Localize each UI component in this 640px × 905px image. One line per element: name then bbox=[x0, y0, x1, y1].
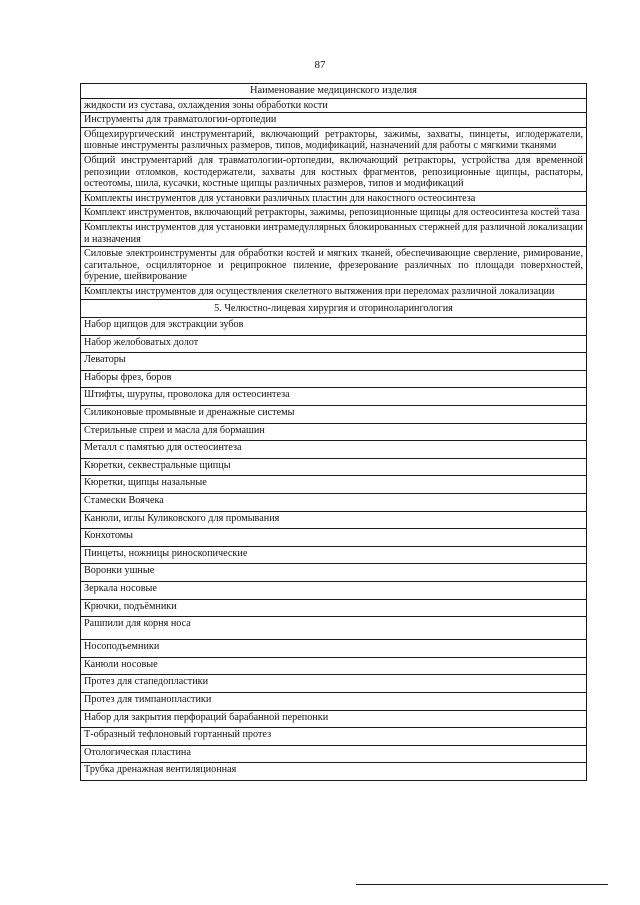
list-item: Стамески Воячека bbox=[81, 494, 587, 512]
list-item: Конхотомы bbox=[81, 529, 587, 547]
section-title: 5. Челюстно-лицевая хирургия и оториноларингология bbox=[81, 299, 587, 318]
table-row: жидкости из сустава, охлаждения зоны обработки кости bbox=[81, 98, 587, 113]
list-item: Канюли носовые bbox=[81, 657, 587, 675]
table-row: Общий инструментарий для травматологии-ортопедии, включающий ретракторы, устройства для временной репозиции отломков, костодержатели, захваты для костных фрагментов, репозиционные щипцы, распаторы, остеотомы, шила, кусачки, костные щипцы различных размеров, типов и модификаций bbox=[81, 153, 587, 191]
list-item: Носоподъемники bbox=[81, 640, 587, 658]
list-item: Зеркала носовые bbox=[81, 582, 587, 600]
list-item: Пинцеты, ножницы риноскопические bbox=[81, 546, 587, 564]
list-item: Стерильные спреи и масла для бормашин bbox=[81, 423, 587, 441]
medical-devices-table bbox=[80, 83, 587, 781]
list-item: Металл с памятью для остеосинтеза bbox=[81, 441, 587, 459]
footer-rule bbox=[356, 884, 608, 885]
list-item: Леваторы bbox=[81, 353, 587, 371]
list-item: Протез для тимпанопластики bbox=[81, 692, 587, 710]
list-item: Воронки ушные bbox=[81, 564, 587, 582]
list-item: Канюли, иглы Куликовского для промывания bbox=[81, 511, 587, 529]
table-row: Комплект инструментов, включающий ретракторы, зажимы, репозиционные щипцы для остеосинтеза костей таза bbox=[81, 206, 587, 221]
list-item: Кюретки, секвестральные щипцы bbox=[81, 458, 587, 476]
list-item: Набор желобоватых долот bbox=[81, 335, 587, 353]
list-item: Протез для стапедопластики bbox=[81, 675, 587, 693]
list-item: Наборы фрез, боров bbox=[81, 370, 587, 388]
table-row: Силовые электроинструменты для обработки костей и мягких тканей, обеспечивающие сверление, римирование, сагитальное, осцилляторное и реципрокное пиление, фрезерование различных по площади поверхностей, бурение, шейвирование bbox=[81, 247, 587, 285]
list-item: Т-образный тефлоновый гортанный протез bbox=[81, 728, 587, 746]
table-row: Комплекты инструментов для установки различных пластин для накостного остеосинтеза bbox=[81, 191, 587, 206]
list-item: Крючки, подъёмники bbox=[81, 599, 587, 617]
list-item: Набор щипцов для экстракции зубов bbox=[81, 318, 587, 336]
list-item: Отологическая пластина bbox=[81, 745, 587, 763]
table-row: Общехирургический инструментарий, включающий ретракторы, зажимы, захваты, пинцеты, иглодержатели, шовные инструменты различных размеров, типов, модификаций, назначений для работы с мягкими тканями bbox=[81, 127, 587, 153]
table-row: Комплекты инструментов для осуществления скелетного вытяжения при переломах различной локализации bbox=[81, 284, 587, 299]
list-item: Штифты, шурупы, проволока для остеосинтеза bbox=[81, 388, 587, 406]
list-item: Трубка дренажная вентиляционная bbox=[81, 763, 587, 781]
list-item: Набор для закрытия перфораций барабанной перепонки bbox=[81, 710, 587, 728]
table-header: Наименование медицинского изделия bbox=[81, 84, 587, 99]
page-number: 87 bbox=[314, 59, 326, 71]
list-item: Силиконовые промывные и дренажные системы bbox=[81, 406, 587, 424]
table-row: Комплекты инструментов для установки интрамедуллярных блокированных стержней для различной локализации и назначения bbox=[81, 220, 587, 246]
table-row: Инструменты для травматологии-ортопедии bbox=[81, 113, 587, 128]
list-item: Рашпили для корня носа bbox=[81, 617, 587, 640]
list-item: Кюретки, щипцы назальные bbox=[81, 476, 587, 494]
